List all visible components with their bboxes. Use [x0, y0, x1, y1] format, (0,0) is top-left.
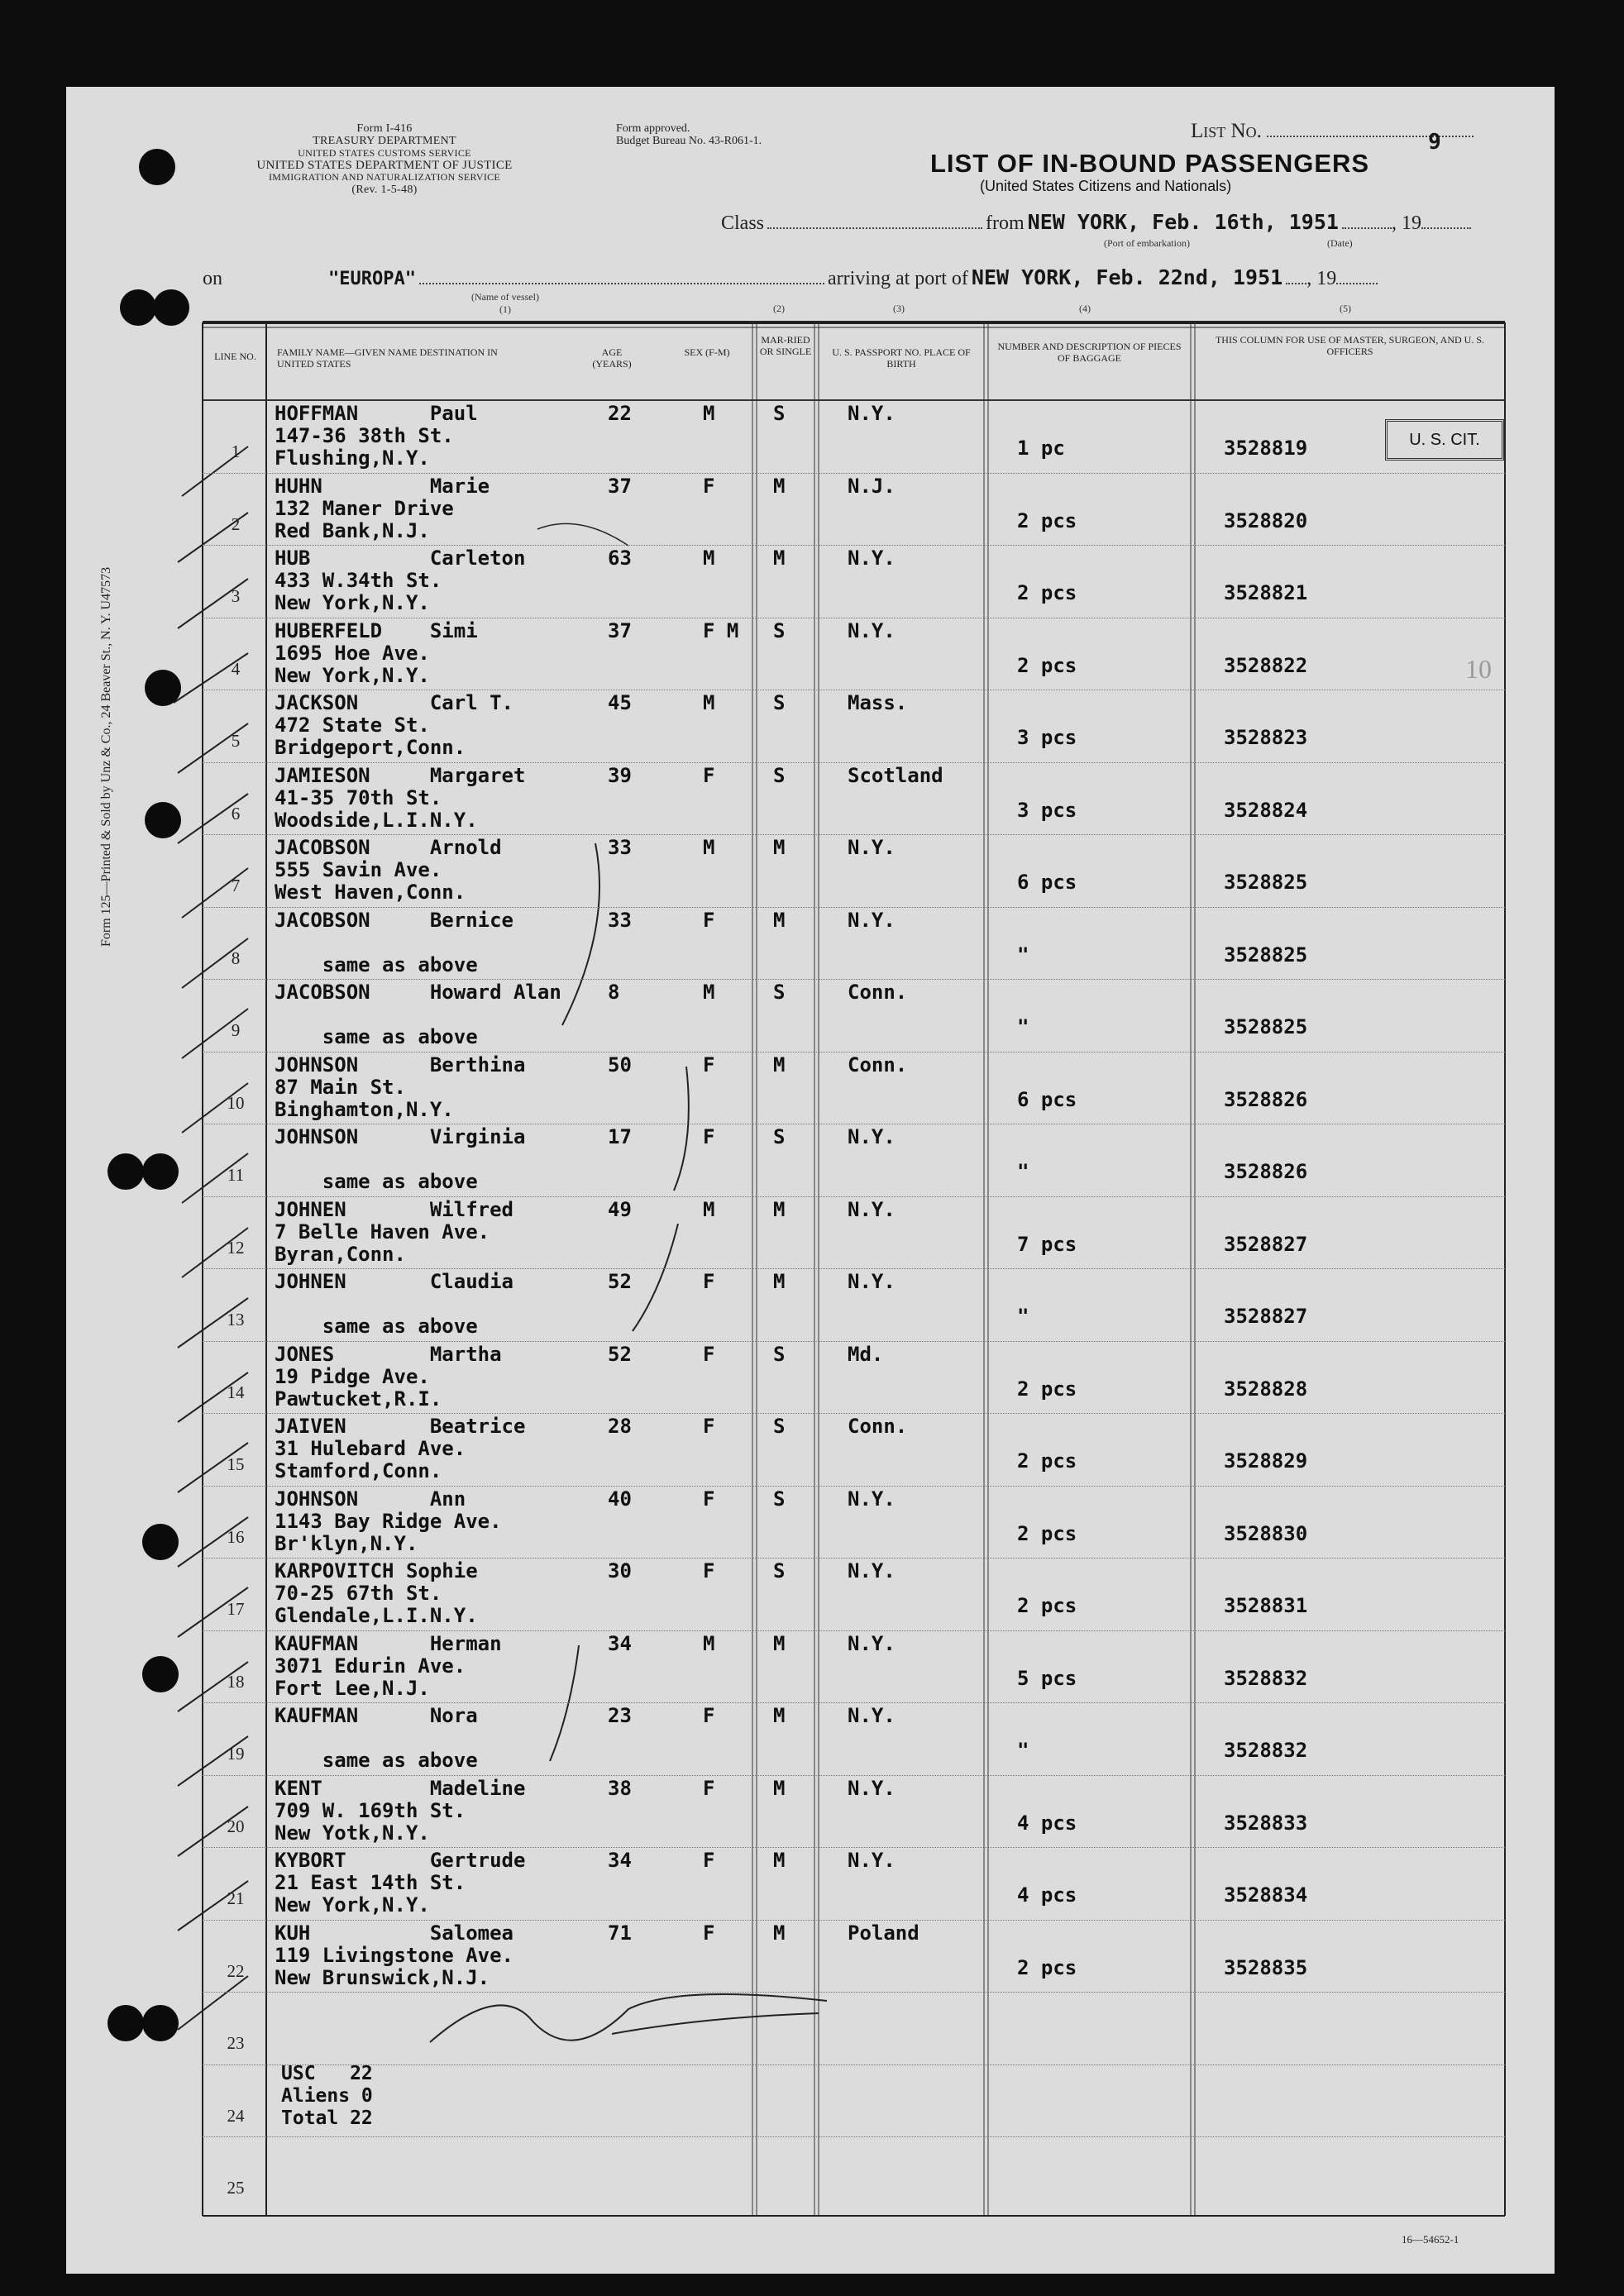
vessel-caption-text: (Name of vessel) [471, 291, 539, 303]
line-number: 16 [227, 1526, 245, 1547]
document-number: 3528831 [1224, 1594, 1308, 1617]
col-header-sex: SEX (F-M) [684, 346, 730, 358]
address-line-2: Woodside,L.I.N.Y. [275, 808, 478, 832]
from-label: from [986, 212, 1025, 234]
address-line-1: 70-25 67th St. [275, 1582, 442, 1605]
line-number: 7 [231, 876, 241, 895]
baggage: 4 pcs [1017, 1811, 1077, 1835]
baggage: " [1017, 1739, 1029, 1762]
marital-status: M [773, 1849, 786, 1872]
revision: (Rev. 1-5-48) [351, 183, 418, 196]
marital-status: M [773, 1053, 786, 1076]
sex: F [703, 1342, 715, 1366]
col-header-line: LINE NO. [214, 351, 256, 362]
line-number: 2 [231, 513, 241, 534]
age: 50 [608, 1053, 632, 1076]
row-divider [203, 762, 1505, 763]
place-of-birth: Md. [848, 1342, 884, 1366]
col-header-officers: THIS COLUMN FOR USE OF MASTER, SURGEON, AND U. S. OFFICERS [1215, 334, 1485, 357]
baggage: 6 pcs [1017, 1087, 1077, 1111]
baggage: 2 pcs [1017, 1594, 1077, 1617]
document-number: 3528833 [1224, 1811, 1308, 1835]
passenger-name: JAMIESON Margaret [275, 763, 526, 787]
baggage: 1 pc [1017, 437, 1065, 460]
marital-status: M [773, 1270, 786, 1293]
age: 38 [608, 1776, 632, 1800]
passenger-name: JOHNSON Ann [275, 1487, 466, 1511]
form-code: 16—54652-1 [1402, 2233, 1459, 2246]
document-number: 3528829 [1224, 1449, 1308, 1473]
row-divider [203, 1196, 1505, 1197]
passenger-name: JAIVEN Beatrice [275, 1415, 526, 1438]
row-divider [203, 1992, 1505, 1993]
place-of-birth: N.Y. [848, 836, 896, 859]
col-header-name: FAMILY NAME—GIVEN NAME DESTINATION IN UNITED STATES [277, 346, 498, 370]
budget-text: Budget Bureau No. 43-R061-1. [616, 135, 762, 148]
baggage: 5 pcs [1017, 1666, 1077, 1690]
address-line-2: Stamford,Conn. [275, 1459, 442, 1482]
document-number: 3528819 [1224, 437, 1308, 460]
sex: F M [703, 618, 739, 642]
row-divider [203, 1486, 1505, 1487]
age: 30 [608, 1559, 632, 1582]
age: 8 [608, 981, 620, 1004]
sex: F [703, 1849, 715, 1872]
address-line-1: 3071 Edurin Ave. [275, 1654, 466, 1678]
sex: F [703, 1125, 715, 1148]
marital-status: M [773, 836, 786, 859]
marital-status: M [773, 474, 786, 498]
place-of-birth: N.Y. [848, 1487, 896, 1511]
place-of-birth: Conn. [848, 1053, 908, 1076]
marital-status: S [773, 1342, 786, 1366]
document-number: 3528822 [1224, 653, 1308, 677]
marital-status: M [773, 1197, 786, 1221]
address-line-1: 31 Hulebard Ave. [275, 1437, 466, 1460]
marital-status: M [773, 547, 786, 570]
age: 63 [608, 547, 632, 570]
printer-note: Form 125—Printed & Sold by Unz & Co., 24 Beaver St., N. Y. U47573 [99, 566, 113, 947]
place-of-birth: Poland [848, 1921, 919, 1945]
address-line-1: 709 W. 169th St. [275, 1798, 466, 1822]
line-number: 19 [227, 1744, 245, 1764]
passenger-name: KUH Salomea [275, 1921, 513, 1945]
baggage: " [1017, 1015, 1029, 1038]
row-divider [203, 545, 1505, 546]
line-number: 15 [227, 1454, 245, 1474]
place-of-birth: N.Y. [848, 547, 896, 570]
form-number: Form I-416 [356, 122, 413, 135]
baggage: 6 pcs [1017, 871, 1077, 894]
address-line-2: Flushing,N.Y. [275, 446, 430, 470]
place-of-birth: N.Y. [848, 908, 896, 932]
document-number: 3528832 [1224, 1666, 1308, 1690]
document-number: 3528828 [1224, 1377, 1308, 1401]
marital-status: S [773, 1125, 786, 1148]
row-divider [203, 1052, 1505, 1053]
col-num-2: (2) [773, 303, 785, 314]
line-number: 10 [227, 1092, 245, 1113]
us-citizen-stamp: U. S. CIT. [1385, 419, 1504, 461]
marital-status: S [773, 981, 786, 1004]
address-line-2: Red Bank,N.J. [275, 518, 430, 542]
age: 37 [608, 618, 632, 642]
row-divider [203, 1341, 1505, 1342]
place-of-birth: N.Y. [848, 1631, 896, 1655]
row-divider [203, 1630, 1505, 1631]
baggage: 2 pcs [1017, 1521, 1077, 1545]
line-number: 11 [227, 1165, 245, 1185]
document-number: 3528825 [1224, 943, 1308, 967]
vessel-name: "EUROPA" [328, 269, 416, 289]
address-line-2: same as above [275, 1315, 478, 1338]
line-number: 14 [227, 1382, 245, 1402]
totals-usc: USC 22 [281, 2063, 373, 2084]
age: 49 [608, 1197, 632, 1221]
embark-caption: (Port of embarkation) [1104, 237, 1190, 249]
line-number: 21 [227, 1888, 245, 1908]
col-num-5: (5) [1340, 303, 1351, 314]
arriving-label: arriving at port of [827, 268, 968, 289]
marital-status: S [773, 1487, 786, 1511]
document-number: 3528827 [1224, 1232, 1308, 1256]
age: 22 [608, 402, 632, 425]
age: 34 [608, 1849, 632, 1872]
baggage: 2 pcs [1017, 1955, 1077, 1979]
document-number: 3528827 [1224, 1305, 1308, 1328]
line-number: 20 [227, 1816, 245, 1836]
passenger-name: HUBERFELD Simi [275, 618, 478, 642]
address-line-1: 472 State St. [275, 714, 430, 737]
address-line-1: 1695 Hoe Ave. [275, 641, 430, 665]
line-number: 18 [227, 1671, 245, 1692]
col-num-1: (1) [499, 303, 511, 315]
line-number: 23 [227, 2033, 245, 2053]
passenger-name: KAUFMAN Nora [275, 1704, 478, 1727]
sex: F [703, 1053, 715, 1076]
address-line-2: same as above [275, 1170, 478, 1193]
address-line-2: New Brunswick,N.J. [275, 1965, 490, 1989]
document-number: 3528824 [1224, 798, 1308, 822]
col-header-age: AGE (YEARS) [592, 346, 632, 370]
place-of-birth: N.Y. [848, 1197, 896, 1221]
age: 34 [608, 1631, 632, 1655]
col-num-3: (3) [893, 303, 905, 314]
place-of-birth: N.Y. [848, 402, 896, 425]
row-divider [203, 1920, 1505, 1921]
sex: F [703, 474, 715, 498]
address-line-2: Byran,Conn. [275, 1242, 406, 1266]
marital-status: M [773, 1704, 786, 1727]
sex: F [703, 763, 715, 787]
document-number: 3528830 [1224, 1521, 1308, 1545]
row-divider [203, 2064, 1505, 2065]
sex: F [703, 1270, 715, 1293]
line-number: 8 [231, 948, 241, 968]
address-line-2: Fort Lee,N.J. [275, 1676, 430, 1700]
marital-status: S [773, 1415, 786, 1438]
age: 40 [608, 1487, 632, 1511]
marital-status: M [773, 1921, 786, 1945]
row-divider [203, 979, 1505, 980]
marital-status: S [773, 402, 786, 425]
on-label: on [203, 268, 222, 289]
baggage: 2 pcs [1017, 653, 1077, 677]
line-number: 3 [231, 586, 241, 606]
totals-aliens: Aliens 0 [281, 2085, 373, 2107]
place-of-birth: N.Y. [848, 1849, 896, 1872]
sex: M [703, 836, 715, 859]
address-line-2: West Haven,Conn. [275, 881, 466, 904]
date-caption: (Date) [1327, 237, 1353, 249]
marital-status: S [773, 763, 786, 787]
address-line-2: New York,N.Y. [275, 591, 430, 614]
line-number: 24 [227, 2105, 245, 2126]
document-number: 3528820 [1224, 508, 1308, 532]
passenger-name: KARPOVITCH Sophie [275, 1559, 478, 1582]
age: 17 [608, 1125, 632, 1148]
col-num-4: (4) [1079, 303, 1091, 314]
row-divider [203, 834, 1505, 835]
line-number: 13 [227, 1310, 245, 1329]
document-number: 3528834 [1224, 1883, 1308, 1907]
age: 37 [608, 474, 632, 498]
address-line-1: 1143 Bay Ridge Ave. [275, 1509, 502, 1533]
address-line-2: Glendale,L.I.N.Y. [275, 1604, 478, 1627]
address-line-2: Bridgeport,Conn. [275, 736, 466, 759]
address-line-2: Br'klyn,N.Y. [275, 1531, 418, 1555]
line-number: 1 [231, 442, 241, 461]
passenger-name: JONES Martha [275, 1342, 502, 1366]
document-number: 3528826 [1224, 1087, 1308, 1111]
marital-status: M [773, 908, 786, 932]
address-line-1: 41-35 70th St. [275, 785, 442, 809]
place-of-birth: Conn. [848, 1415, 908, 1438]
place-of-birth: N.Y. [848, 618, 896, 642]
age: 52 [608, 1342, 632, 1366]
marital-status: S [773, 618, 786, 642]
sex: M [703, 1197, 715, 1221]
sex: F [703, 1704, 715, 1727]
age: 33 [608, 908, 632, 932]
document-number: 3528835 [1224, 1955, 1308, 1979]
row-divider [203, 1775, 1505, 1776]
page-title: LIST OF IN-BOUND PASSENGERS [930, 149, 1370, 178]
age: 33 [608, 836, 632, 859]
baggage: 2 pcs [1017, 1377, 1077, 1401]
age: 23 [608, 1704, 632, 1727]
address-line-2: same as above [275, 1025, 478, 1048]
address-line-2: Binghamton,N.Y. [275, 1097, 454, 1121]
passenger-name: HUB Carleton [275, 547, 526, 570]
baggage: 2 pcs [1017, 1449, 1077, 1473]
sex: M [703, 1631, 715, 1655]
document-number: 3528826 [1224, 1160, 1308, 1183]
baggage: 7 pcs [1017, 1232, 1077, 1256]
line-number: 17 [227, 1599, 245, 1619]
year-suffix: , 19 [1391, 212, 1421, 234]
baggage: " [1017, 943, 1029, 967]
address-line-1: 555 Savin Ave. [275, 858, 442, 881]
baggage: 2 pcs [1017, 581, 1077, 604]
place-of-birth: Scotland [848, 763, 943, 787]
passenger-name: JACKSON Carl T. [275, 691, 513, 714]
address-line-2: New Yotk,N.Y. [275, 1821, 430, 1845]
passenger-name: JOHNSON Virginia [275, 1125, 526, 1148]
treasury-dept: TREASURY DEPARTMENT [313, 135, 456, 148]
age: 39 [608, 763, 632, 787]
row-divider [203, 1268, 1505, 1269]
sex: F [703, 1487, 715, 1511]
col-header-married: MAR-RIED OR SINGLE [759, 334, 812, 357]
sex: M [703, 547, 715, 570]
passenger-name: KENT Madeline [275, 1776, 526, 1800]
place-of-birth: N.Y. [848, 1270, 896, 1293]
line-number: 5 [231, 731, 241, 751]
sex: F [703, 1921, 715, 1945]
age: 52 [608, 1270, 632, 1293]
place-of-birth: N.Y. [848, 1559, 896, 1582]
passenger-name: JACOBSON Arnold [275, 836, 502, 859]
address-line-1: 119 Livingstone Ave. [275, 1943, 513, 1967]
baggage: 3 pcs [1017, 798, 1077, 822]
document-number: 3528823 [1224, 726, 1308, 749]
sex: F [703, 908, 715, 932]
passenger-name: HOFFMAN Paul [275, 402, 478, 425]
address-line-2: Pawtucket,R.I. [275, 1387, 442, 1411]
address-line-1: 433 W.34th St. [275, 569, 442, 592]
place-of-birth: N.J. [848, 474, 896, 498]
customs-service: UNITED STATES CUSTOMS SERVICE [298, 146, 471, 159]
list-no-value: 9 [1428, 130, 1441, 155]
place-of-birth: N.Y. [848, 1704, 896, 1727]
list-no-label: List No. [1191, 120, 1262, 142]
address-line-2: same as above [275, 952, 478, 976]
line-number: 25 [227, 2178, 245, 2198]
ins-service: IMMIGRATION AND NATURALIZATION SERVICE [268, 171, 501, 184]
approved-text: Form approved. [616, 122, 690, 135]
row-divider [203, 473, 1505, 474]
justice-dept: UNITED STATES DEPARTMENT OF JUSTICE [256, 158, 513, 172]
row-divider [203, 1847, 1505, 1848]
passenger-name: JOHNEN Wilfred [275, 1197, 513, 1221]
page-subtitle: (United States Citizens and Nationals) [980, 178, 1232, 194]
passenger-name: KAUFMAN Herman [275, 1631, 502, 1655]
place-of-birth: Mass. [848, 691, 908, 714]
line-number: 4 [231, 658, 241, 679]
sex: M [703, 691, 715, 714]
marital-status: S [773, 691, 786, 714]
place-of-birth: N.Y. [848, 1776, 896, 1800]
row-divider [203, 2136, 1505, 2137]
row-divider [203, 1413, 1505, 1414]
document-number: 3528825 [1224, 1015, 1308, 1038]
line-number: 9 [231, 1020, 241, 1040]
passenger-name: JOHNSON Berthina [275, 1053, 526, 1076]
marital-status: M [773, 1631, 786, 1655]
place-of-birth: N.Y. [848, 1125, 896, 1148]
sex: M [703, 981, 715, 1004]
line-number: 6 [231, 803, 241, 823]
age: 71 [608, 1921, 632, 1945]
totals-total: Total 22 [281, 2107, 373, 2129]
embarkation-value: NEW YORK, Feb. 16th, 1951 [1027, 210, 1339, 234]
address-line-1: 132 Maner Drive [275, 496, 454, 520]
baggage: 2 pcs [1017, 508, 1077, 532]
age: 45 [608, 691, 632, 714]
marital-status: S [773, 1559, 786, 1582]
col-header-baggage: NUMBER AND DESCRIPTION OF PIECES OF BAGGAGE [997, 341, 1182, 364]
row-divider [203, 1702, 1505, 1703]
baggage: " [1017, 1305, 1029, 1328]
line-number: 22 [227, 1960, 245, 1981]
passenger-name: JACOBSON Bernice [275, 908, 513, 932]
sex: M [703, 402, 715, 425]
passenger-name: KYBORT Gertrude [275, 1849, 526, 1872]
document-number: 3528832 [1224, 1739, 1308, 1762]
age: 28 [608, 1415, 632, 1438]
address-line-1: 19 Pidge Ave. [275, 1364, 430, 1388]
year-suffix: , 19 [1306, 268, 1337, 289]
passenger-name: JACOBSON Howard Alan [275, 981, 561, 1004]
sex: F [703, 1559, 715, 1582]
passenger-name: JOHNEN Claudia [275, 1270, 513, 1293]
address-line-1: 87 Main St. [275, 1075, 406, 1099]
arrival-value: NEW YORK, Feb. 22nd, 1951 [971, 265, 1283, 289]
address-line-1: 21 East 14th St. [275, 1871, 466, 1894]
passenger-name: HUHN Marie [275, 474, 490, 498]
class-label: Class [721, 212, 765, 234]
sex: F [703, 1776, 715, 1800]
document-number: 3528825 [1224, 871, 1308, 894]
address-line-2: New York,N.Y. [275, 1893, 430, 1917]
document-number: 3528821 [1224, 581, 1308, 604]
sex: F [703, 1415, 715, 1438]
baggage: " [1017, 1160, 1029, 1183]
margin-mark: 10 [1465, 654, 1492, 684]
address-line-1: 147-36 38th St. [275, 424, 454, 447]
row-divider [203, 1558, 1505, 1559]
line-number: 12 [227, 1237, 245, 1258]
place-of-birth: Conn. [848, 981, 908, 1004]
row-divider [203, 907, 1505, 908]
baggage: 3 pcs [1017, 726, 1077, 749]
address-line-2: same as above [275, 1749, 478, 1772]
baggage: 4 pcs [1017, 1883, 1077, 1907]
col-header-passport: U. S. PASSPORT NO. PLACE OF BIRTH [832, 346, 971, 370]
marital-status: M [773, 1776, 786, 1800]
address-line-1: 7 Belle Haven Ave. [275, 1220, 490, 1243]
address-line-2: New York,N.Y. [275, 663, 430, 687]
